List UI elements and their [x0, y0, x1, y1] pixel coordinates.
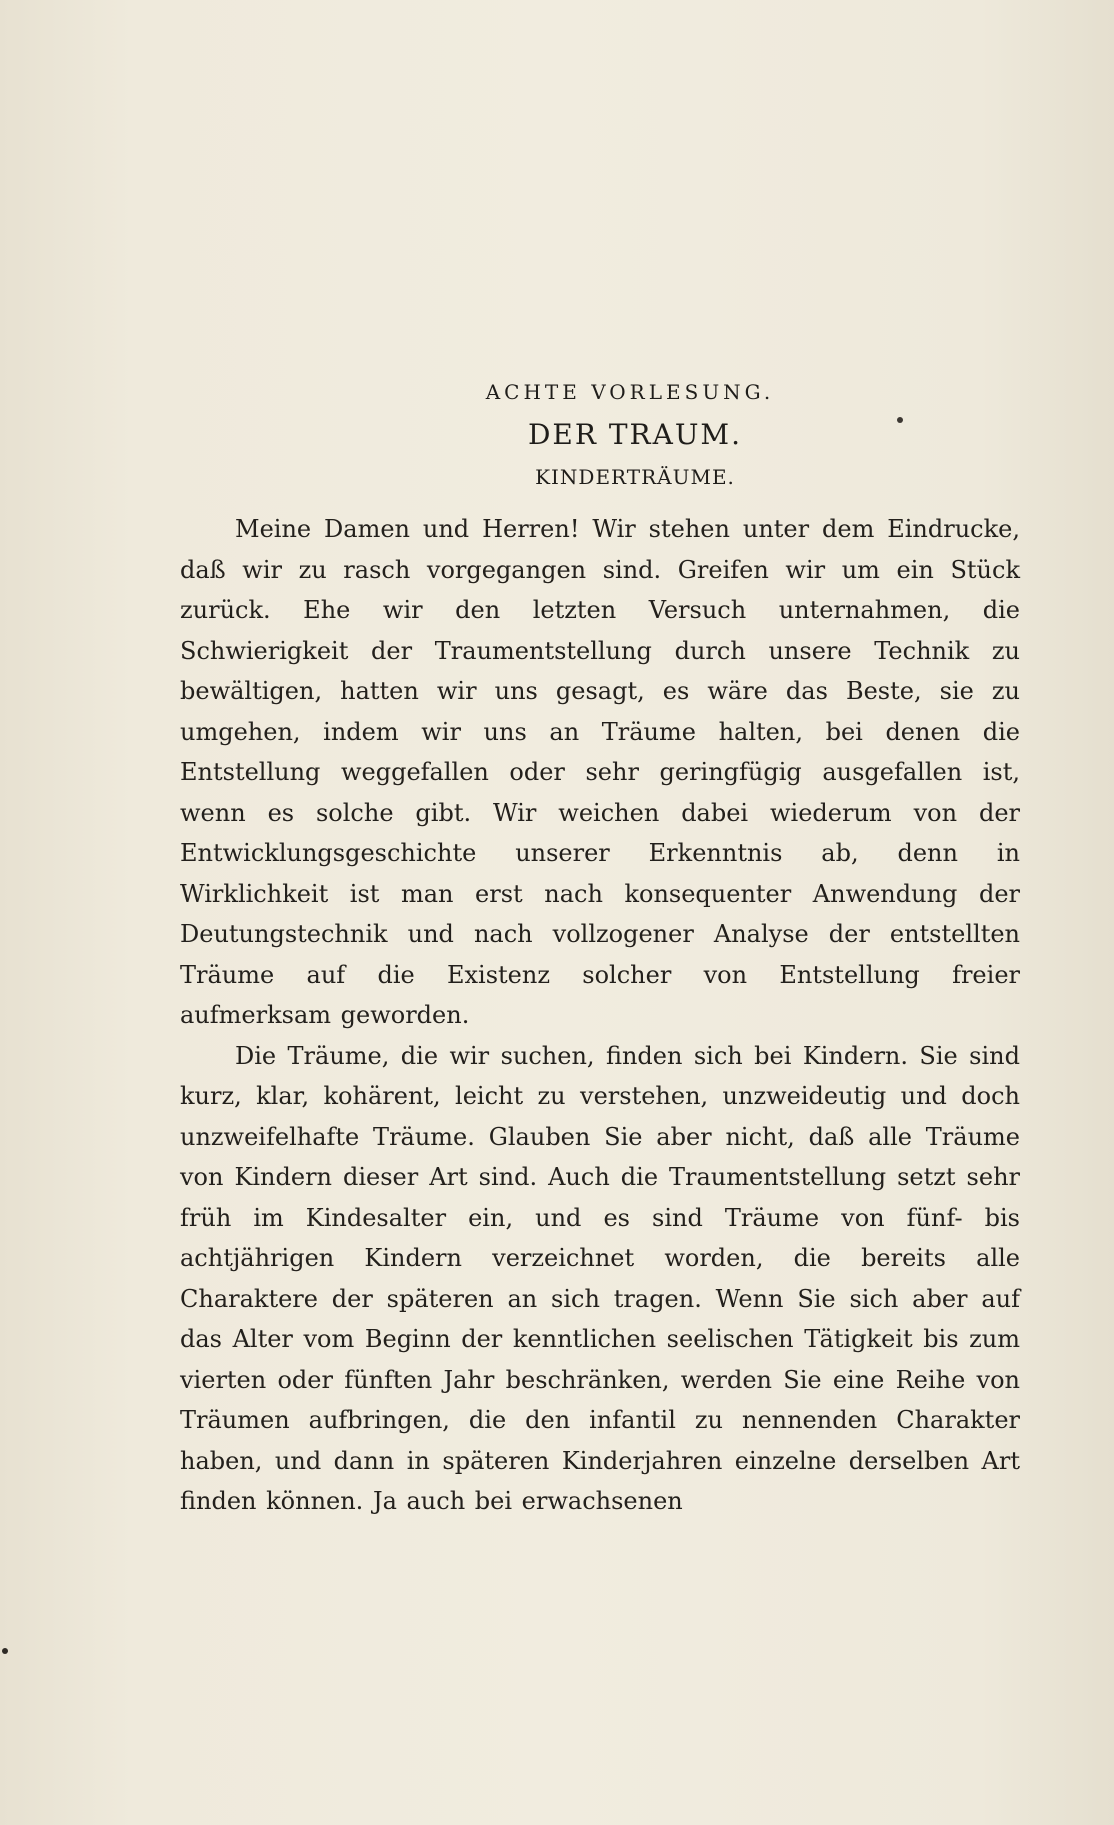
lecture-subtitle: KINDERTRÄUME. [535, 465, 735, 489]
page-content [180, 380, 1020, 1522]
lecture-title: DER TRAUM. [527, 418, 743, 451]
body-paragraph-2: Die Träume, die wir suchen, finden sich bei Kindern. Sie sind kurz, klar, kohärent, leicht zu verstehen, unzweideutig und doch unzweifelhafte Träume. Glauben Sie aber nicht, daß alle Träume von Kindern dieser Art sind. Auch die Traumentstellung setzt sehr früh im Kindesalter ein, und es sind Träume von fünf- bis achtjährigen Kindern verzeichnet worden, die bereits alle Charaktere der späteren an sich tragen. Wenn Sie sich aber auf das Alter vom Beginn der kenntlichen seelischen Tätigkeit bis zum vierten oder fünften Jahr beschränken, werden Sie eine Reihe von Träumen aufbringen, die den infantil zu nennenden Charakter haben, und dann in späteren Kinderjahren einzelne derselben Art finden können. Ja auch bei erwachsenen [180, 1041, 1020, 1515]
body-paragraph-1: Meine Damen und Herren! Wir stehen unter dem Eindrucke, daß wir zu rasch vorgegangen sind. Greifen wir um ein Stück zurück. Ehe wir den letzten Versuch unternahmen, die Schwierigkeit der Traumentstellung durch unsere Technik zu bewältigen, hatten wir uns gesagt, es wäre das Beste, sie zu umgehen, indem wir uns an Träume halten, bei denen die Entstellung weggefallen oder sehr geringfügig ausgefallen ist, wenn es solche gibt. Wir weichen dabei wiederum von der Entwicklungsgeschichte unserer Erkenntnis ab, denn in Wirklichkeit ist man erst nach konsequenter Anwendung der Deutungstechnik und nach vollzogener Analyse der entstellten Träume auf die Existenz solcher von Entstellung freier aufmerksam geworden. [180, 515, 1020, 1029]
chapter-heading: ACHTE VORLESUNG. [485, 380, 775, 404]
ink-speck-margin [2, 1648, 8, 1654]
